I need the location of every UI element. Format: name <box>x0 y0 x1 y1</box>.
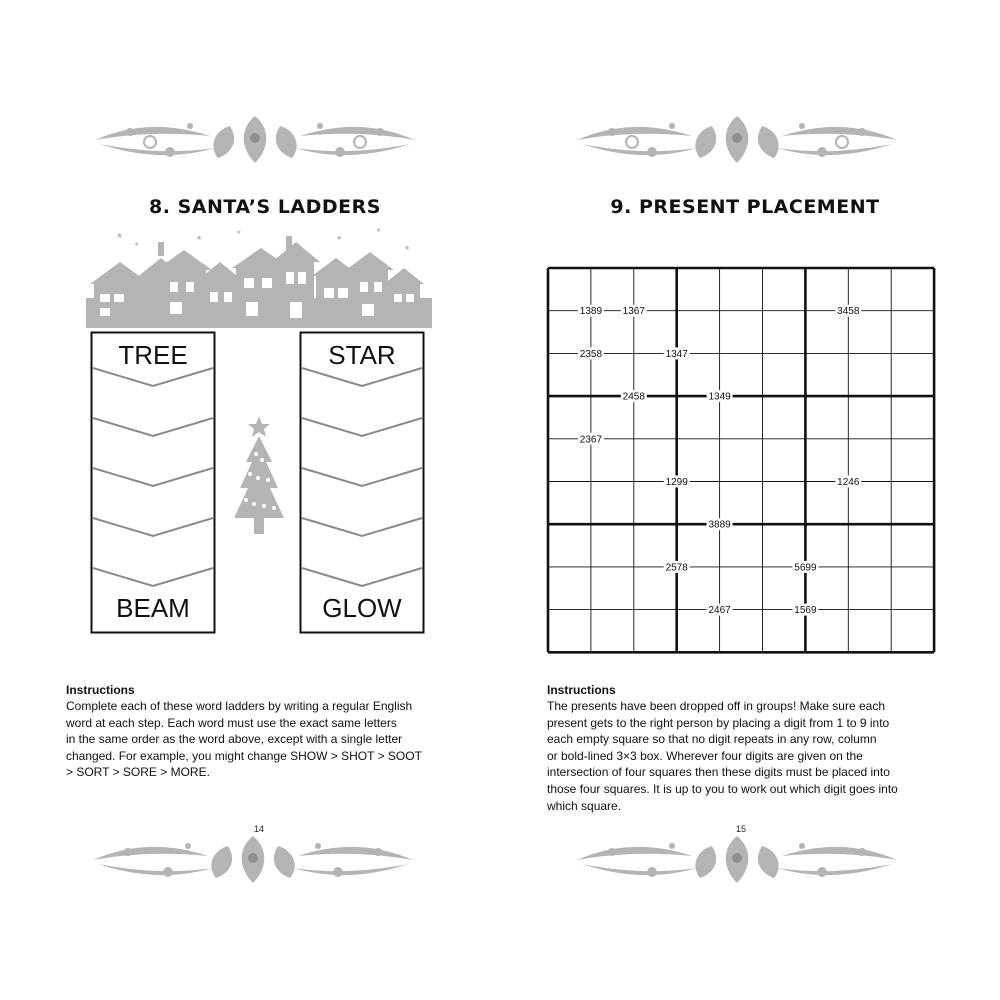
christmas-tree-icon <box>228 414 290 538</box>
holly-garland-icon <box>88 828 418 890</box>
sudoku-cell[interactable] <box>720 482 763 525</box>
intersection-clue: 3889 <box>708 519 731 531</box>
intersection-clue: 1389 <box>579 306 603 318</box>
sudoku-cell[interactable] <box>805 439 848 482</box>
intersection-clue: 5699 <box>794 562 817 574</box>
sudoku-cell[interactable] <box>805 396 848 439</box>
sudoku-cell[interactable] <box>548 482 591 525</box>
sudoku-cell[interactable] <box>805 353 848 396</box>
sudoku-cell[interactable] <box>848 439 891 482</box>
sudoku-cell[interactable] <box>677 311 720 354</box>
holly-garland-icon <box>572 108 902 170</box>
sudoku-cell[interactable] <box>763 482 806 525</box>
intersection-clue: 1367 <box>622 306 645 318</box>
ladder-left-step-input[interactable] <box>94 540 214 570</box>
intersection-clue: 2367 <box>579 434 603 446</box>
instructions-line: word at each step. Each word must use the exact same letters <box>66 715 397 730</box>
sudoku-cell[interactable] <box>720 567 763 610</box>
ladder-right-step-input[interactable] <box>303 490 423 520</box>
holly-garland-icon <box>90 108 420 170</box>
sudoku-cell[interactable] <box>891 268 934 311</box>
page-number: 14 <box>254 824 265 834</box>
sudoku-cell[interactable] <box>891 439 934 482</box>
instructions-line: in the same order as the word above, except with a single letter <box>66 732 403 747</box>
svg-text:★: ★ <box>116 231 124 240</box>
sudoku-cell[interactable] <box>591 567 634 610</box>
intersection-clue: 1299 <box>665 477 688 488</box>
instructions-heading: Instructions <box>547 683 616 697</box>
ladder-right-step-input[interactable] <box>303 390 423 420</box>
sudoku-cell[interactable] <box>720 439 763 482</box>
instructions-line: changed. For example, you might change SHOW > SHOT > SOOT <box>66 748 422 763</box>
sudoku-cell[interactable] <box>763 439 806 482</box>
sudoku-cell[interactable] <box>720 268 763 311</box>
svg-text:★: ★ <box>404 245 411 252</box>
sudoku-cell[interactable] <box>763 524 806 567</box>
word-ladder-left <box>90 331 218 635</box>
sudoku-cell[interactable] <box>677 439 720 482</box>
sudoku-cell[interactable] <box>891 610 934 653</box>
instructions-text <box>547 698 967 814</box>
sudoku-cell[interactable] <box>891 353 934 396</box>
ladder-left-step-input[interactable] <box>94 490 214 520</box>
sudoku-cell[interactable] <box>848 610 891 653</box>
sudoku-cell[interactable] <box>848 268 891 311</box>
intersection-clue: 1569 <box>794 605 817 617</box>
intersection-clue: 2358 <box>579 348 603 360</box>
instructions-line: which square. <box>547 798 622 813</box>
sudoku-cell[interactable] <box>677 268 720 311</box>
sudoku-cell[interactable] <box>763 353 806 396</box>
sudoku-cell[interactable] <box>720 353 763 396</box>
ladder-left-top-word: TREE <box>118 340 188 370</box>
sudoku-cell[interactable] <box>548 268 591 311</box>
svg-text:★: ★ <box>196 235 203 242</box>
instructions-line: each empty square so that no digit repeats in any row, column <box>547 732 877 747</box>
intersection-clue: 2467 <box>708 605 731 617</box>
intersection-clue: 2458 <box>622 391 645 403</box>
sudoku-cell[interactable] <box>591 610 634 653</box>
sudoku-cell[interactable] <box>805 268 848 311</box>
instructions-line: those four squares. It is up to you to work out which digit goes into <box>547 781 898 796</box>
sudoku-cell[interactable] <box>548 524 591 567</box>
sudoku-cell[interactable] <box>805 524 848 567</box>
sudoku-cell[interactable] <box>891 524 934 567</box>
sudoku-cell[interactable] <box>634 268 677 311</box>
instructions-line: Complete each of these word ladders by writing a regular English <box>66 699 413 713</box>
ladder-right-step-input[interactable] <box>303 440 423 470</box>
intersection-clue: 2578 <box>665 562 688 574</box>
sudoku-cell[interactable] <box>848 567 891 610</box>
instructions-line: present gets to the right person by placing a digit from 1 to 9 into <box>547 715 890 730</box>
instructions-line: intersection of four squares then these digits must be placed into <box>547 765 890 780</box>
sudoku-cell[interactable] <box>848 353 891 396</box>
sudoku-cell[interactable] <box>591 482 634 525</box>
sudoku-cell[interactable] <box>634 610 677 653</box>
ladder-left-step-input[interactable] <box>94 440 214 470</box>
sudoku-cell[interactable] <box>848 524 891 567</box>
sudoku-cell[interactable] <box>591 524 634 567</box>
page-number: 15 <box>736 824 747 834</box>
instructions-line: or bold-lined 3×3 box. Wherever four digits are given on the <box>547 748 863 763</box>
instructions-heading: Instructions <box>66 683 135 697</box>
sudoku-cell[interactable] <box>548 567 591 610</box>
sudoku-grid <box>546 266 936 654</box>
sudoku-cell[interactable] <box>763 268 806 311</box>
instructions-text <box>66 698 476 781</box>
ladder-right-bottom-word: GLOW <box>322 593 402 623</box>
sudoku-cell[interactable] <box>634 524 677 567</box>
sudoku-cell[interactable] <box>634 439 677 482</box>
instructions-line: > SORT > SORE > MORE. <box>66 765 210 780</box>
sudoku-cell[interactable] <box>548 396 591 439</box>
word-ladder-right <box>299 331 427 635</box>
instructions-line: The presents have been dropped off in groups! Make sure each <box>547 699 885 713</box>
ladder-right-top-word: STAR <box>328 340 396 370</box>
intersection-clue: 1347 <box>665 348 688 360</box>
ladder-left-bottom-word: BEAM <box>116 593 190 623</box>
sudoku-cell[interactable] <box>891 396 934 439</box>
ladder-left-step-input[interactable] <box>94 390 214 420</box>
sudoku-cell[interactable] <box>848 396 891 439</box>
sudoku-cell[interactable] <box>763 311 806 354</box>
sudoku-cell[interactable] <box>891 311 934 354</box>
svg-text:★: ★ <box>376 228 382 234</box>
intersection-clue: 3458 <box>837 306 860 318</box>
sudoku-cell[interactable] <box>548 610 591 653</box>
intersection-clue: 1349 <box>708 391 731 403</box>
svg-text:★: ★ <box>336 235 343 242</box>
sudoku-cell[interactable] <box>891 567 934 610</box>
sudoku-cell[interactable] <box>763 396 806 439</box>
page-title: 9. PRESENT PLACEMENT <box>610 196 880 218</box>
sudoku-cell[interactable] <box>591 268 634 311</box>
sudoku-cell[interactable] <box>891 482 934 525</box>
svg-text:★: ★ <box>134 242 140 248</box>
holly-garland-icon <box>572 828 902 890</box>
svg-text:★: ★ <box>236 230 242 236</box>
intersection-clue: 1246 <box>837 477 860 488</box>
page-title: 8. SANTA’S LADDERS <box>149 196 381 218</box>
sudoku-cell[interactable] <box>720 311 763 354</box>
village-skyline-icon <box>86 222 432 328</box>
ladder-right-step-input[interactable] <box>303 540 423 570</box>
